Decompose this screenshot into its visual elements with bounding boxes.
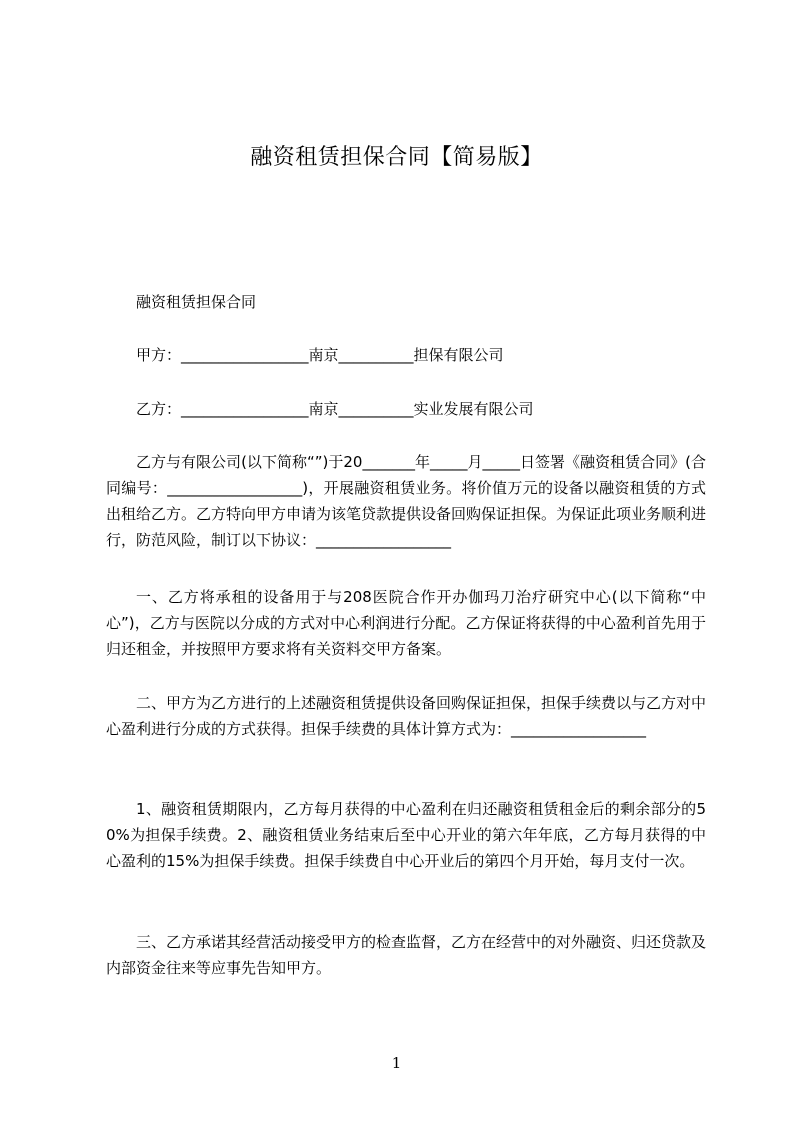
fee-calculation-paragraph: 1、融资租赁期限内，乙方每月获得的中心盈利在归还融资租赁租金后的剩余部分的50%为担保手续费。2、融资租赁业务结束后至中心开业的第六年年底，乙方每月获得的中心盈利的15%为担保手续费。担保手续费自中心开业后的第四个月开始，每月支付一次。 bbox=[106, 800, 706, 870]
party-a-line: 甲方：_________________南京__________担保有限公司 bbox=[136, 346, 504, 364]
clause-two-paragraph: 二、甲方为乙方进行的上述融资租赁提供设备回购保证担保，担保手续费以与乙方对中心盈利进行分成的方式获得。担保手续费的具体计算方式为：__________________ bbox=[106, 694, 707, 738]
intro-paragraph: 乙方与有限公司(以下简称“”)于20_______年_____月_____日签署《融资租赁合同》(合同编号：__________________)，开展融资租赁业务。将价值万元的设备以融资租赁的方式出租给乙方。乙方特向甲方申请为该笔贷款提供设备回购保证担保。为保证此项业务顺利进行，防范风险，制订以下协议：__________________ bbox=[106, 453, 707, 549]
clause-one-paragraph: 一、乙方将承租的设备用于与208医院合作开办伽玛刀治疗研究中心(以下简称“中心”)，乙方与医院以分成的方式对中心利润进行分配。乙方保证将获得的中心盈利首先用于归还租金，并按照甲方要求将有关资料交甲方备案。 bbox=[106, 588, 706, 658]
page-number: 1 bbox=[391, 1054, 402, 1072]
clause-three-paragraph: 三、乙方承诺其经营活动接受甲方的检查监督，乙方在经营中的对外融资、归还贷款及内部资金往来等应事先告知甲方。 bbox=[106, 933, 707, 977]
party-b-line: 乙方：_________________南京__________实业发展有限公司 bbox=[136, 400, 534, 418]
document-title: 融资租赁担保合同【简易版】 bbox=[250, 145, 543, 170]
contract-subtitle: 融资租赁担保合同 bbox=[136, 293, 257, 311]
